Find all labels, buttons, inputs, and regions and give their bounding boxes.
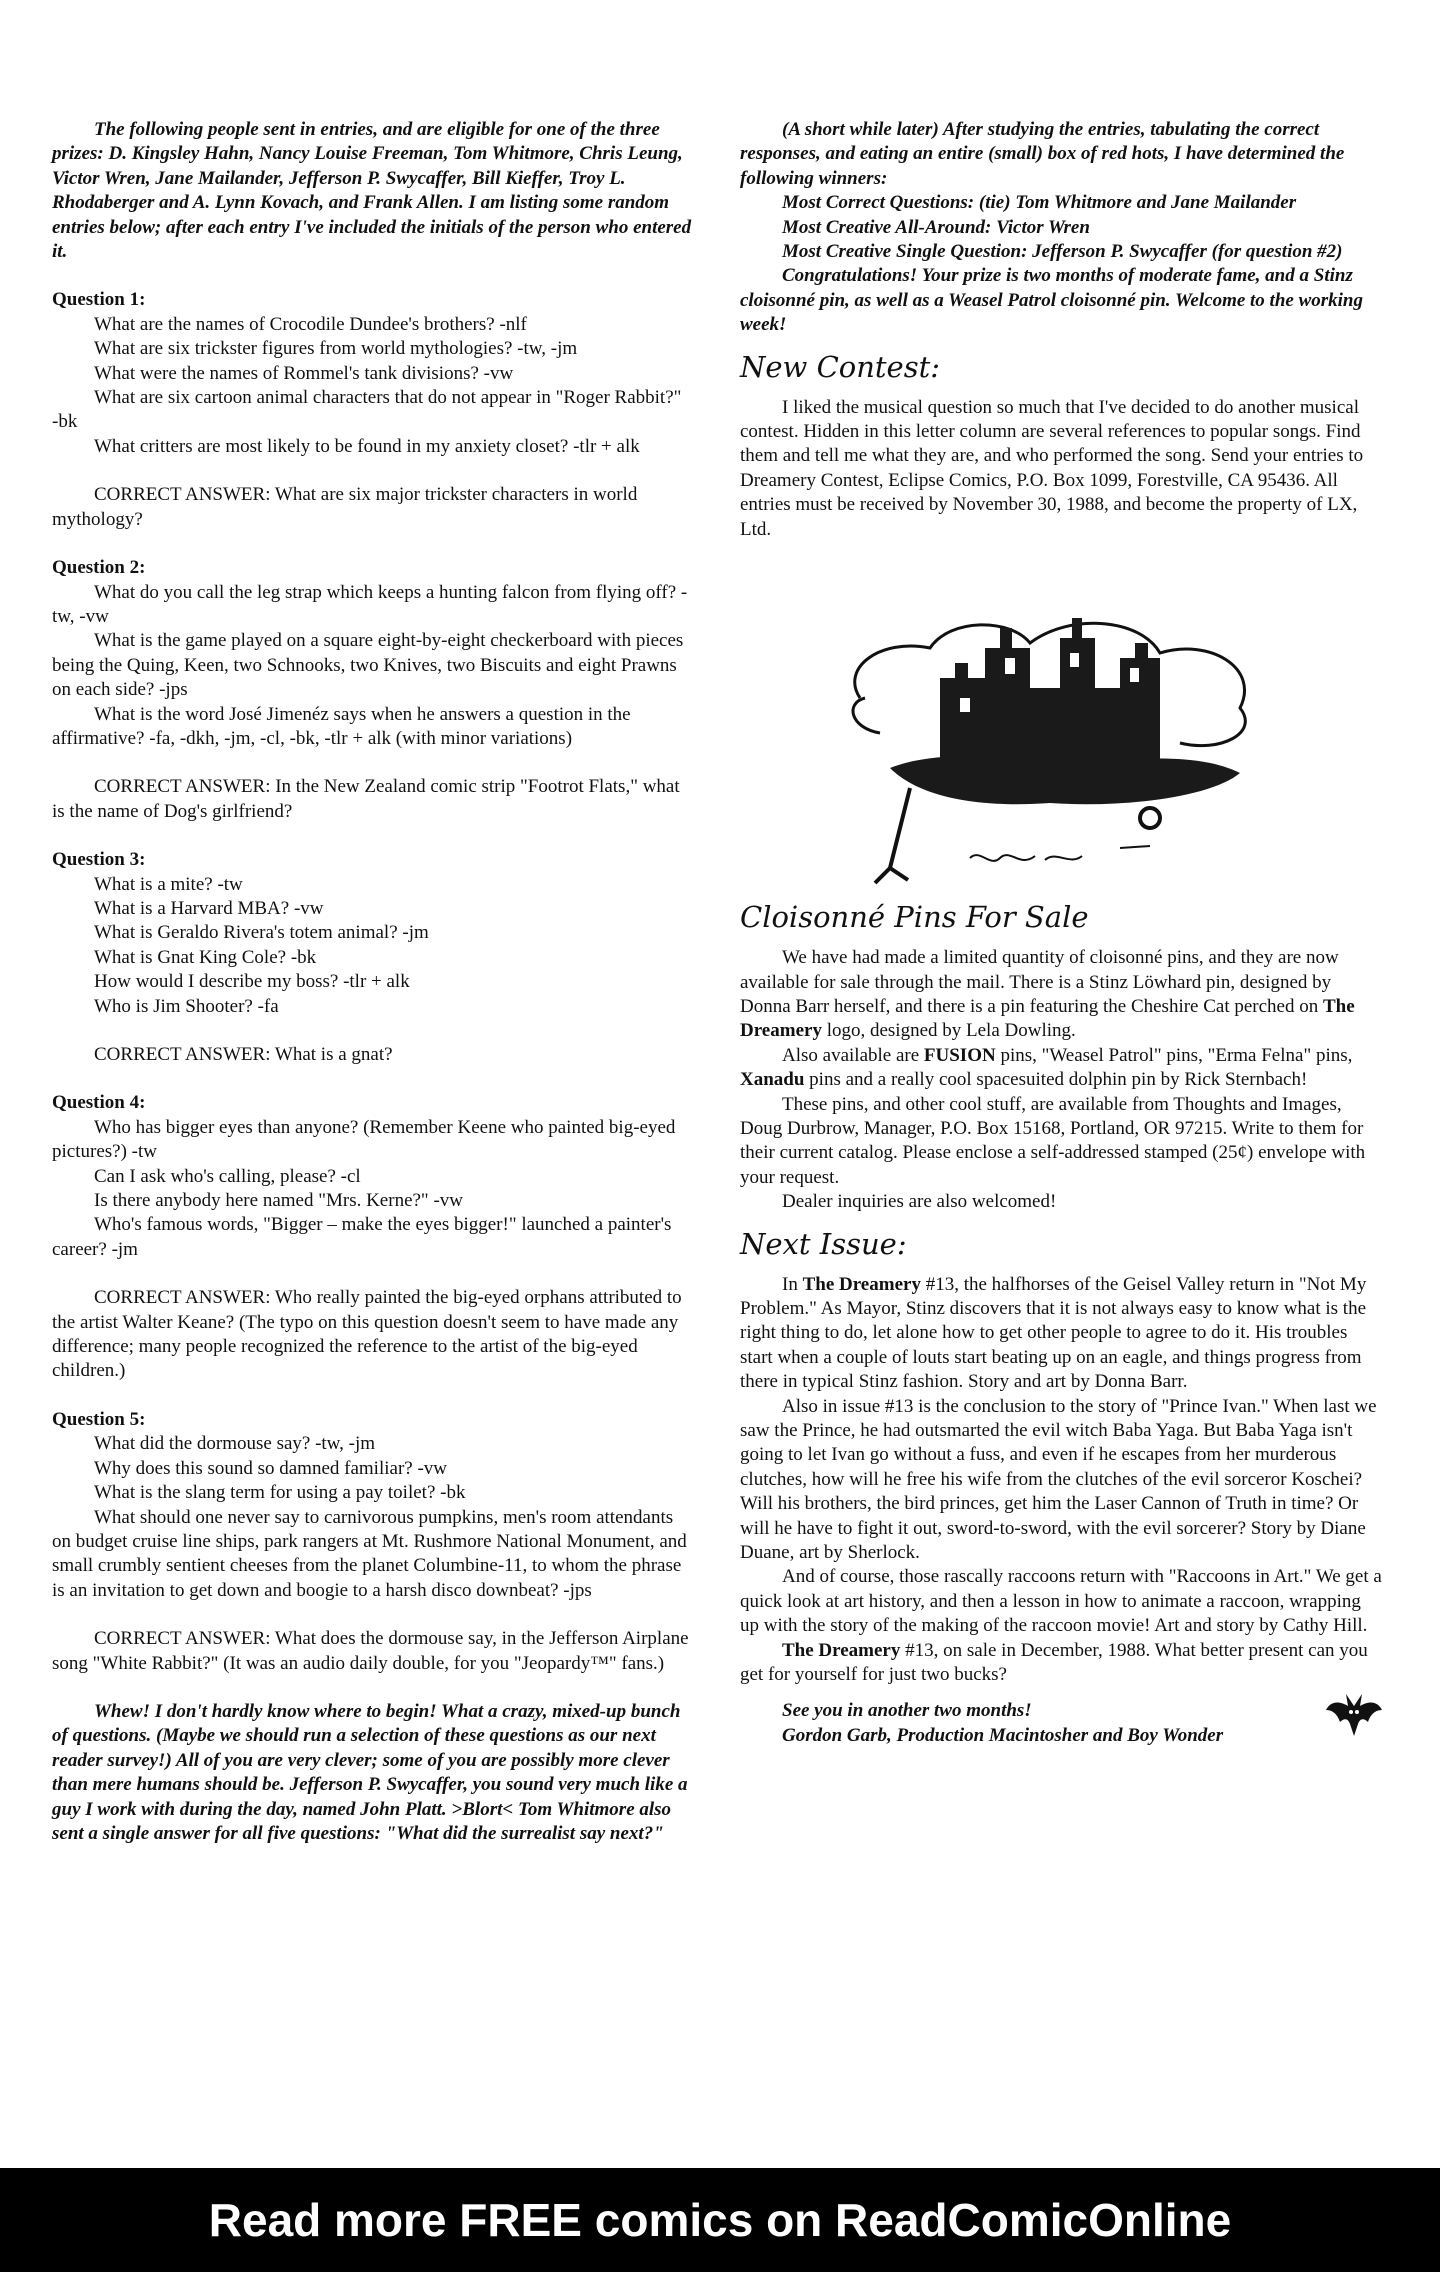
question-5-entry: What did the dormouse say? -tw, -jm xyxy=(94,1433,376,1455)
entrants-intro: The following people sent in entries, and are eligible for one of the three prizes: D. Kingsley Hahn, Nancy Louise Freeman, Tom Whitmore, Chris Leung, Victor Wren, Jane Mailander, Jefferson P. Swycaffer, Bill Kieffer, Troy L. Rhodaberger and A. Lynn Kovach, and Frank Allen. I am listing some random entries below; after each entry I've included the initials of the person who entered it. xyxy=(52,119,692,263)
winner-line: Most Creative All-Around: Victor Wren xyxy=(782,216,1090,238)
question-3-entry: Who is Jim Shooter? -fa xyxy=(94,995,279,1017)
pins-text: logo, designed by Lela Dowling. xyxy=(821,1020,1076,1042)
question-4-heading: Question 4: xyxy=(52,1092,146,1114)
question-1-entry: What critters are most likely to be found in my anxiety closet? -tlr + alk xyxy=(94,435,640,457)
pins-title-bold: The Dreamery xyxy=(740,995,1355,1042)
pins-title-bold: FUSION xyxy=(923,1044,996,1066)
castle-illustration xyxy=(820,558,1300,888)
question-5-heading: Question 5: xyxy=(52,1408,146,1430)
next-issue-text: In xyxy=(782,1273,803,1295)
signature: Gordon Garb, Production Macintosher and Boy Wonder xyxy=(782,1724,1224,1746)
question-3-entry: What is Geraldo Rivera's totem animal? -jm xyxy=(94,922,429,944)
new-contest-text: I liked the musical question so much that I've decided to do another musical contest. Hidden in this letter column are several references to popular songs. Find them and tell me what they are, and who performed the song. Send your entries to Dreamery Contest, Eclipse Comics, P.O. Box 1099, Forestville, CA 95436. All entries must be received by November 30, 1988, and become the property of LX, Ltd. xyxy=(740,396,1364,540)
footer-banner: Read more FREE comics on ReadComicOnline xyxy=(0,2168,1440,2272)
pins-paragraph xyxy=(740,946,1384,1044)
winners-intro: (A short while later) After studying the entries, tabulating the correct responses, and eating an entire (small) box of red hots, I have determined the following winners: xyxy=(740,119,1345,189)
question-1-entry: What are the names of Crocodile Dundee's brothers? -nlf xyxy=(94,313,527,335)
question-1-heading: Question 1: xyxy=(52,289,146,311)
question-2-answer: CORRECT ANSWER: In the New Zealand comic strip "Footrot Flats," what is the name of Dog's girlfriend? xyxy=(52,776,680,822)
question-3-heading: Question 3: xyxy=(52,849,146,871)
bat-icon xyxy=(1324,1686,1384,1742)
next-issue-text: #13, the halfhorses of the Geisel Valley return in "Not My Problem." As Mayor, Stinz discovers that it is not always easy to know what is the right thing to do, let alone how to get other people to agree to do it. His troubles start when a couple of louts start beating up on an eagle, and things progress from there in typical Stinz fashion. Story and art by Donna Barr. xyxy=(740,1273,1367,1393)
signoff: See you in another two months! xyxy=(782,1700,1032,1722)
editor-closing-remarks: Whew! I don't hardly know where to begin! What a crazy, mixed-up bunch of questions. (Maybe we should run a selection of these questions as our next reader survey!) All of you are very clever; some of you are possibly more clever than mere humans should be. Jefferson P. Swycaffer, you sound very much like a guy I work with during the day, named John Platt. >Blort< Tom Whitmore also sent a single answer for all five questions: "What did the surrealist say next?" xyxy=(52,1700,688,1844)
right-column xyxy=(740,118,1384,1748)
question-2-entry: What is the word José Jimenéz says when he answers a question in the affirmative? -fa, -dkh, -jm, -cl, -bk, -tlr + alk (with minor variations) xyxy=(52,703,631,749)
question-1-entry: What were the names of Rommel's tank divisions? -vw xyxy=(94,362,514,384)
question-4-entry: Who has bigger eyes than anyone? (Remember Keene who painted big-eyed pictures?) -tw xyxy=(52,1116,676,1163)
next-issue-text: #13, on sale in December, 1988. What better present can you get for yourself for just two bucks? xyxy=(740,1639,1368,1686)
question-3-answer: CORRECT ANSWER: What is a gnat? xyxy=(94,1044,393,1065)
question-3-entry: What is a mite? -tw xyxy=(94,873,243,895)
question-1-entry: What are six cartoon animal characters that do not appear in "Roger Rabbit?" -bk xyxy=(52,387,682,433)
pins-text: pins, "Weasel Patrol" pins, "Erma Felna" pins, xyxy=(995,1044,1353,1066)
question-2-entry: What do you call the leg strap which keeps a hunting falcon from flying off? -tw, -vw xyxy=(52,581,688,627)
question-1-answer: CORRECT ANSWER: What are six major trickster characters in world mythology? xyxy=(52,484,638,530)
pins-paragraph: Dealer inquiries are also welcomed! xyxy=(782,1191,1057,1213)
question-5-entry: What is the slang term for using a pay toilet? -bk xyxy=(94,1482,466,1504)
question-5-entry: Why does this sound so damned familiar? -vw xyxy=(94,1457,448,1479)
question-4-entry: Who's famous words, "Bigger – make the eyes bigger!" launched a painter's career? -jm xyxy=(52,1214,672,1260)
next-issue-paragraph xyxy=(740,1273,1384,1395)
congratulations: Congratulations! Your prize is two months of moderate fame, and a Stinz cloisonné pin, as well as a Weasel Patrol cloisonné pin. Welcome to the working week! xyxy=(740,265,1364,336)
next-issue-title-bold: The Dreamery xyxy=(802,1273,921,1295)
question-4-entry: Can I ask who's calling, please? -cl xyxy=(94,1165,361,1187)
pins-text: pins and a really cool spacesuited dolphin pin by Rick Sternbach! xyxy=(804,1069,1308,1091)
pins-paragraph: These pins, and other cool stuff, are available from Thoughts and Images, Doug Durbrow, Manager, P.O. Box 15168, Portland, OR 97215. Write to them for their current catalog. Please enclose a self-addressed stamped (25¢) envelope with your request. xyxy=(740,1093,1366,1188)
next-issue-title-bold: The Dreamery xyxy=(782,1639,901,1661)
question-3-entry: What is Gnat King Cole? -bk xyxy=(94,946,317,968)
left-column xyxy=(52,118,692,1846)
pins-paragraph xyxy=(740,1044,1384,1093)
question-3-entry: What is a Harvard MBA? -vw xyxy=(94,897,324,919)
next-issue-paragraph: And of course, those rascally raccoons return with "Raccoons in Art." We get a quick look at art history, and then a lesson in how to animate a raccoon, wrapping up with the story of the making of the raccoon movie! Art and story by Cathy Hill. xyxy=(740,1566,1382,1637)
question-5-answer: CORRECT ANSWER: What does the dormouse say, in the Jefferson Airplane song "White Rabbit?" (It was an audio daily double, for you "Jeopardy™" fans.) xyxy=(52,1628,689,1674)
winner-line: Most Correct Questions: (tie) Tom Whitmore and Jane Mailander xyxy=(782,192,1297,214)
question-1-entry: What are six trickster figures from world mythologies? -tw, -jm xyxy=(94,338,578,360)
next-issue-paragraph xyxy=(740,1639,1384,1688)
question-2-entry: What is the game played on a square eight-by-eight checkerboard with pieces being the Quing, Keen, two Schnooks, two Knives, two Biscuits and eight Prawns on each side? -jps xyxy=(52,630,684,701)
question-2-heading: Question 2: xyxy=(52,557,146,579)
next-issue-heading: Next Issue: xyxy=(740,1226,907,1261)
signoff-block xyxy=(740,1699,1384,1748)
pins-text: Also available are xyxy=(782,1044,924,1066)
new-contest-heading: New Contest: xyxy=(740,349,941,384)
question-4-entry: Is there anybody here named "Mrs. Kerne?" -vw xyxy=(94,1190,463,1212)
winner-line: Most Creative Single Question: Jefferson P. Swycaffer (for question #2) xyxy=(782,241,1343,263)
question-4-answer: CORRECT ANSWER: Who really painted the big-eyed orphans attributed to the artist Walter Keane? (The typo on this question doesn't seem to have made any difference; many people recognized the reference to the artist of the big-eyed children.) xyxy=(52,1287,682,1382)
pins-text: We have had made a limited quantity of cloisonné pins, and they are now available for sale through the mail. There is a Stinz Löwhard pin, designed by Donna Barr herself, and there is a pin featuring the Cheshire Cat perched on xyxy=(740,947,1339,1017)
question-5-entry: What should one never say to carnivorous pumpkins, men's room attendants on budget cruise line ships, park rangers at Mt. Rushmore National Monument, and small crumbly sentient cheeses from the planet Columbine-11, to whom the phrase is an invitation to get down and boogie to a harsh disco downbeat? -jps xyxy=(52,1506,687,1601)
question-3-entry: How would I describe my boss? -tlr + alk xyxy=(94,971,410,993)
pins-for-sale-heading: Cloisonné Pins For Sale xyxy=(740,900,1089,935)
pins-title-bold: Xanadu xyxy=(740,1069,805,1091)
next-issue-paragraph: Also in issue #13 is the conclusion to the story of "Prince Ivan." When last we saw the Prince, he had outsmarted the evil witch Baba Yaga. But Baba Yaga isn't going to let Ivan go without a fuss, and even if he escapes from her murderous clutches, how will he free his wife from the clutches of the evil sorceror Koschei? Will his brothers, the bird princes, get him the Laser Cannon of Truth in time? Or will he have to fight it out, sword-to-sword, with the evil sorcerer? Story by Diane Duane, art by Sherlock. xyxy=(740,1395,1377,1564)
